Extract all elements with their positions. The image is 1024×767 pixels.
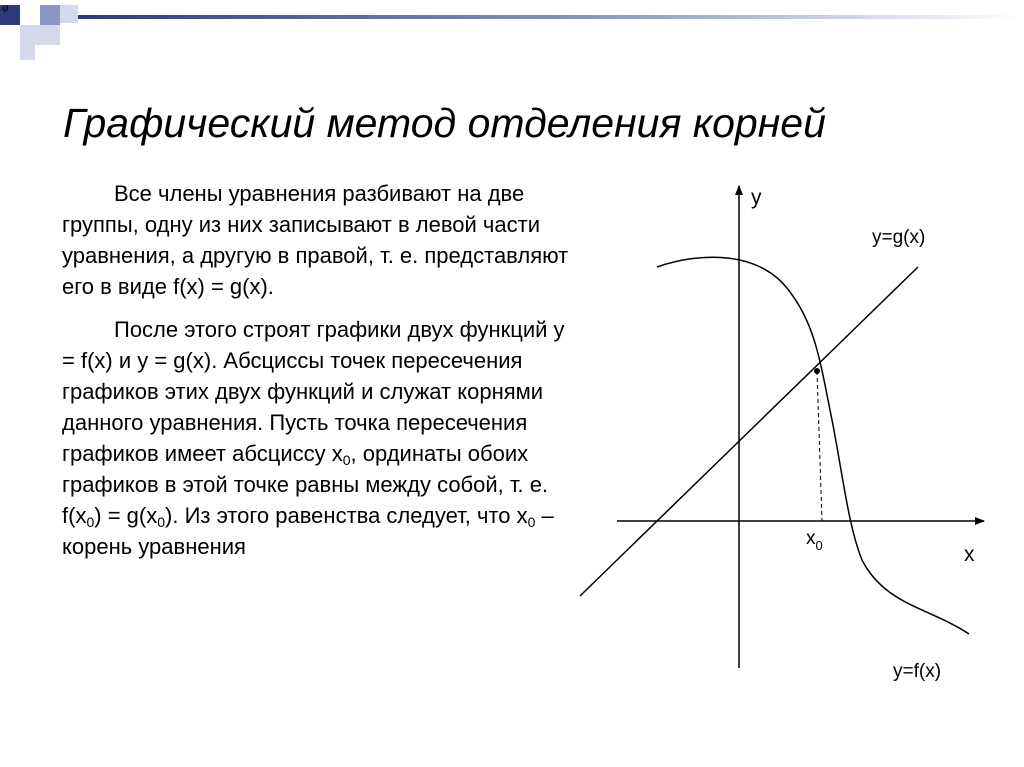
paragraph-1: Все члены уравнения разбивают на две группы, одну из них записывают в левой части уравнения, а другую в правой, т. е. представляют его в виде f(x) = g(x). — [62, 181, 569, 299]
intersection-point — [814, 368, 820, 374]
p2-sub-1: 0 — [342, 452, 351, 468]
root-label-sub: 0 — [815, 538, 823, 553]
slide-title: Графический метод отделения корней — [63, 100, 826, 146]
p2-sub-4: 0 — [527, 514, 536, 530]
y-axis-label: y — [751, 186, 762, 209]
p2-text-2: , ординаты обоих графиков в этой точке равны между собой, т. е. f(x — [62, 441, 549, 528]
p2-sub-3: 0 — [157, 514, 166, 530]
x-axis-label: x — [964, 543, 975, 566]
deco-square-light — [20, 25, 40, 45]
p2-text-4: ). Из этого равенства следует, что x — [165, 503, 528, 528]
deco-square-light — [20, 45, 35, 60]
curve-label: y=g(x) — [872, 227, 926, 248]
header-decoration — [0, 0, 1024, 60]
line-graph — [580, 267, 918, 596]
deco-square-light — [60, 5, 78, 23]
deco-gradient-bar — [78, 15, 1024, 19]
p2-text-5: – корень уравнения — [62, 503, 554, 559]
deco-square-mid — [40, 5, 60, 25]
body-text — [62, 178, 582, 574]
curve-graph — [657, 257, 969, 634]
corner-symbol: φ — [2, 0, 9, 14]
p2-text-3: ) = g(x — [94, 503, 158, 528]
paragraph-2 — [62, 314, 582, 562]
p2-text-1: После этого строят графики двух функций y = f(x) и y = g(x). Абсциссы точек пересечения графиков этих двух функций и служат корнями данного уравнения. Пусть точка пересечения графиков имеет абсциссу x — [62, 317, 565, 466]
line-label: y=f(x) — [893, 661, 942, 682]
root-graph-diagram — [560, 170, 1024, 690]
root-label — [806, 528, 823, 553]
deco-square-light — [40, 25, 60, 45]
root-label-main: x — [806, 528, 816, 549]
p2-sub-2: 0 — [86, 514, 95, 530]
root-dashed-line — [817, 371, 822, 521]
